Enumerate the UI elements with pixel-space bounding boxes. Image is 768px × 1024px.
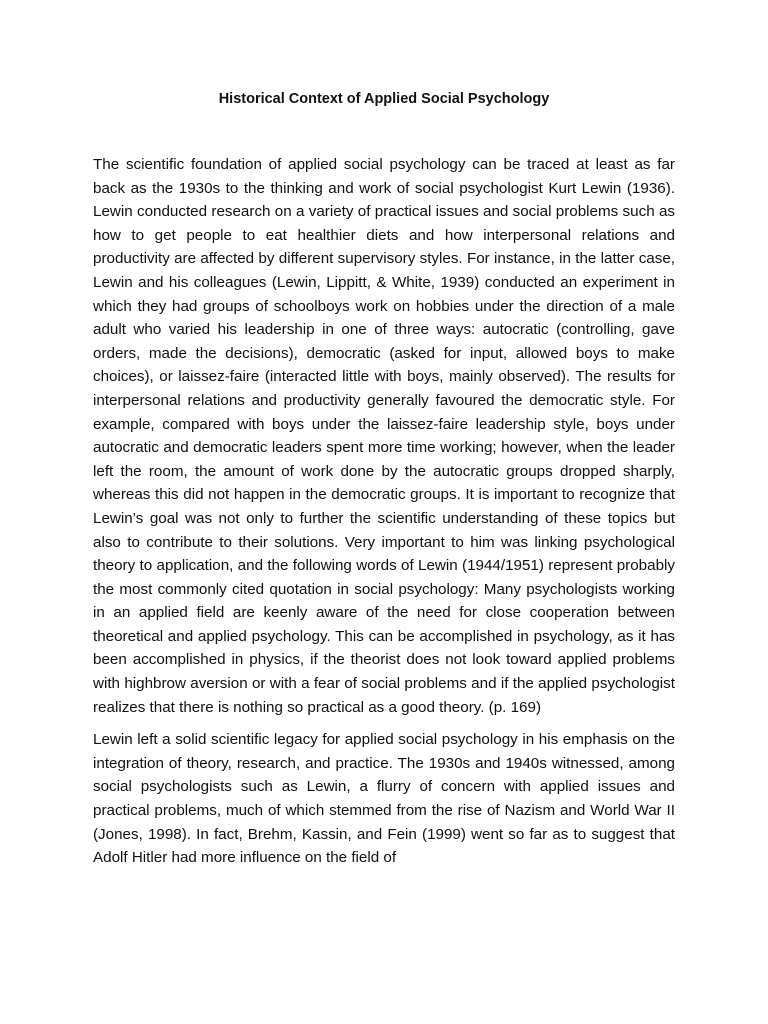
document-title: Historical Context of Applied Social Psychology <box>218 91 550 107</box>
document-page <box>93 88 675 879</box>
body-paragraph-1: The scientific foundation of applied social psychology can be traced at least as far back as the 1930s to the thinking and work of social psychologist Kurt Lewin (1936). Lewin conducted research on a variety of practical issues and social problems such as how to get people to eat healthier diets and how interpersonal relations and productivity are affected by different supervisory styles. For instance, in the latter case, Lewin and his colleagues (Lewin, Lippitt, & White, 1939) conducted an experiment in which they had groups of schoolboys work on hobbies under the direction of a male adult who varied his leadership in one of three ways: autocratic (controlling, gave orders, made the decisions), democratic (asked for input, allowed boys to make choices), or laissez-faire (interacted little with boys, mainly observed). The results for interpersonal relations and productivity generally favoured the democratic style. For example, compared with boys under the laissez-faire leadership style, boys under autocratic and democratic leaders spent more time working; however, when the leader left the room, the amount of work done by the autocratic groups dropped sharply, whereas this did not happen in the democratic groups. It is important to recognize that Lewin’s goal was not only to further the scientific understanding of these topics but also to contribute to their solutions. Very important to him was linking psychological theory to application, and the following words of Lewin (1944/1951) represent probably the most commonly cited quotation in social psychology: Many psychologists working in an applied field are keenly aware of the need for close cooperation between theoretical and applied psychology. This can be accomplished in psychology, as it has been accomplished in physics, if the theorist does not look toward applied problems with highbrow aversion or with a fear of social problems and if the applied psychologist realizes that there is nothing so practical as a good theory. (p. 169) <box>93 156 675 716</box>
body-paragraph-2: Lewin left a solid scientific legacy for applied social psychology in his emphasis on the integration of theory, research, and practice. The 1930s and 1940s witnessed, among social psychologists such as Lewin, a flurry of concern with applied issues and practical problems, much of which stemmed from the rise of Nazism and World War II (Jones, 1998). In fact, Brehm, Kassin, and Fein (1999) went so far as to suggest that Adolf Hitler had more influence on the field of <box>93 731 675 867</box>
